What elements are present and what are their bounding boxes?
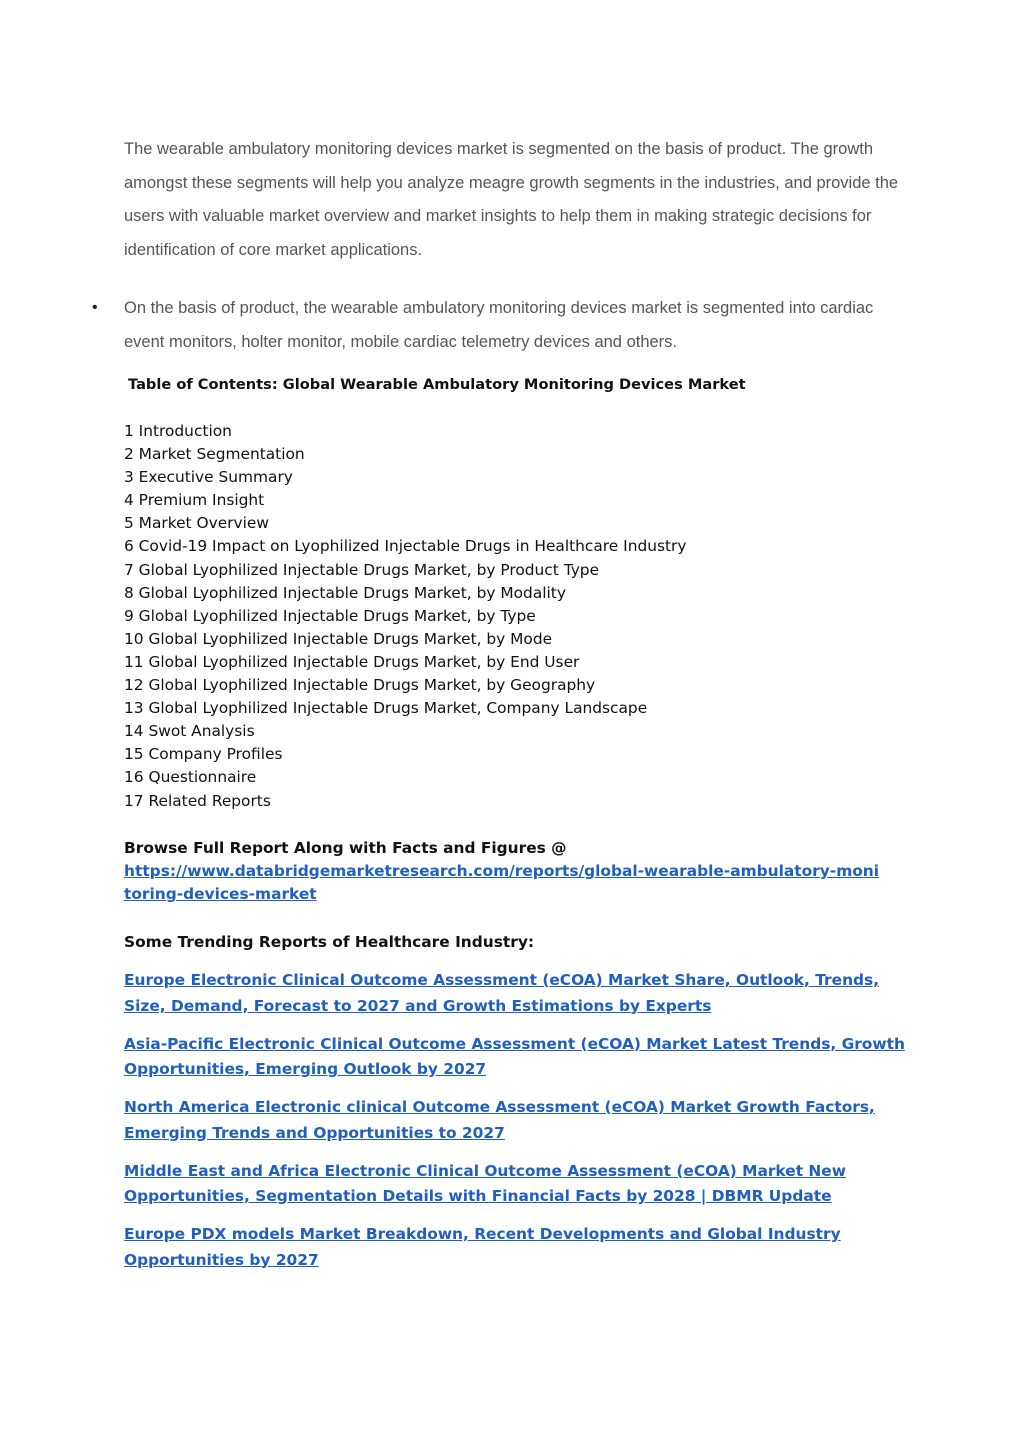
toc-item: 13 Global Lyophilized Injectable Drugs Market, Company Landscape <box>124 699 648 718</box>
report-link[interactable]: Middle East and Africa Electronic Clinical Outcome Assessment (eCOA) Market New Opportunities, Segmentation Details with Financial Facts by 2028 | DBMR Update <box>124 1161 846 1205</box>
toc-item: 16 Questionnaire <box>124 768 257 787</box>
toc-item: 8 Global Lyophilized Injectable Drugs Market, by Modality <box>124 583 566 602</box>
toc-item: 11 Global Lyophilized Injectable Drugs Market, by End User <box>124 652 580 671</box>
toc-title: Table of Contents: Global Wearable Ambulatory Monitoring Devices Market <box>128 376 746 393</box>
list-item <box>124 1159 909 1210</box>
toc-item: 6 Covid-19 Impact on Lyophilized Injectable Drugs in Healthcare Industry <box>124 537 687 556</box>
report-link[interactable]: Europe Electronic Clinical Outcome Assessment (eCOA) Market Share, Outlook, Trends, Size, Demand, Forecast to 2027 and Growth Estimations by Experts <box>124 971 880 1015</box>
toc-item: 3 Executive Summary <box>124 468 293 487</box>
toc-item: 10 Global Lyophilized Injectable Drugs Market, by Mode <box>124 629 553 648</box>
browse-label: Browse Full Report Along with Facts and Figures @ <box>124 839 567 857</box>
toc-item: 9 Global Lyophilized Injectable Drugs Market, by Type <box>124 606 536 625</box>
toc-item: 4 Premium Insight <box>124 491 265 510</box>
trending-reports-title: Some Trending Reports of Healthcare Industry: <box>124 933 535 951</box>
toc-item: 12 Global Lyophilized Injectable Drugs Market, by Geography <box>124 676 596 695</box>
bullet-dot-icon: • <box>92 299 98 316</box>
bullet-text: On the basis of product, the wearable ambulatory monitoring devices market is segmented into cardiac event monitors, holter monitor, mobile cardiac telemetry devices and others. <box>124 299 874 351</box>
list-item <box>124 1095 909 1146</box>
browse-full-report <box>124 837 904 907</box>
toc-item: 2 Market Segmentation <box>124 445 305 464</box>
toc-item: 5 Market Overview <box>124 514 269 533</box>
list-item <box>124 1222 909 1273</box>
toc-list <box>124 420 686 813</box>
report-link[interactable]: Asia-Pacific Electronic Clinical Outcome Assessment (eCOA) Market Latest Trends, Growth Opportunities, Emerging Outlook by 2027 <box>124 1034 905 1078</box>
list-item <box>124 968 909 1019</box>
report-link[interactable]: North America Electronic clinical Outcome Assessment (eCOA) Market Growth Factors, Emerging Trends and Opportunities to 2027 <box>124 1098 875 1142</box>
list-item <box>124 1032 909 1083</box>
toc-item: 15 Company Profiles <box>124 745 283 764</box>
full-report-link[interactable]: https://www.databridgemarketresearch.com/reports/global-wearable-ambulatory-monitoring-devices-market <box>124 862 880 904</box>
trending-reports-list <box>124 968 909 1286</box>
intro-paragraph: The wearable ambulatory monitoring devices market is segmented on the basis of product. The growth amongst these segments will help you analyze meagre growth segments in the industries, and provide the users with valuable market overview and market insights to help them in making strategic decisions for identification of core market applications. <box>124 140 899 259</box>
report-link[interactable]: Europe PDX models Market Breakdown, Recent Developments and Global Industry Opportunities by 2027 <box>124 1225 841 1269</box>
toc-item: 17 Related Reports <box>124 791 271 810</box>
toc-item: 14 Swot Analysis <box>124 722 255 741</box>
toc-item: 1 Introduction <box>124 422 232 440</box>
toc-item: 7 Global Lyophilized Injectable Drugs Market, by Product Type <box>124 560 600 579</box>
